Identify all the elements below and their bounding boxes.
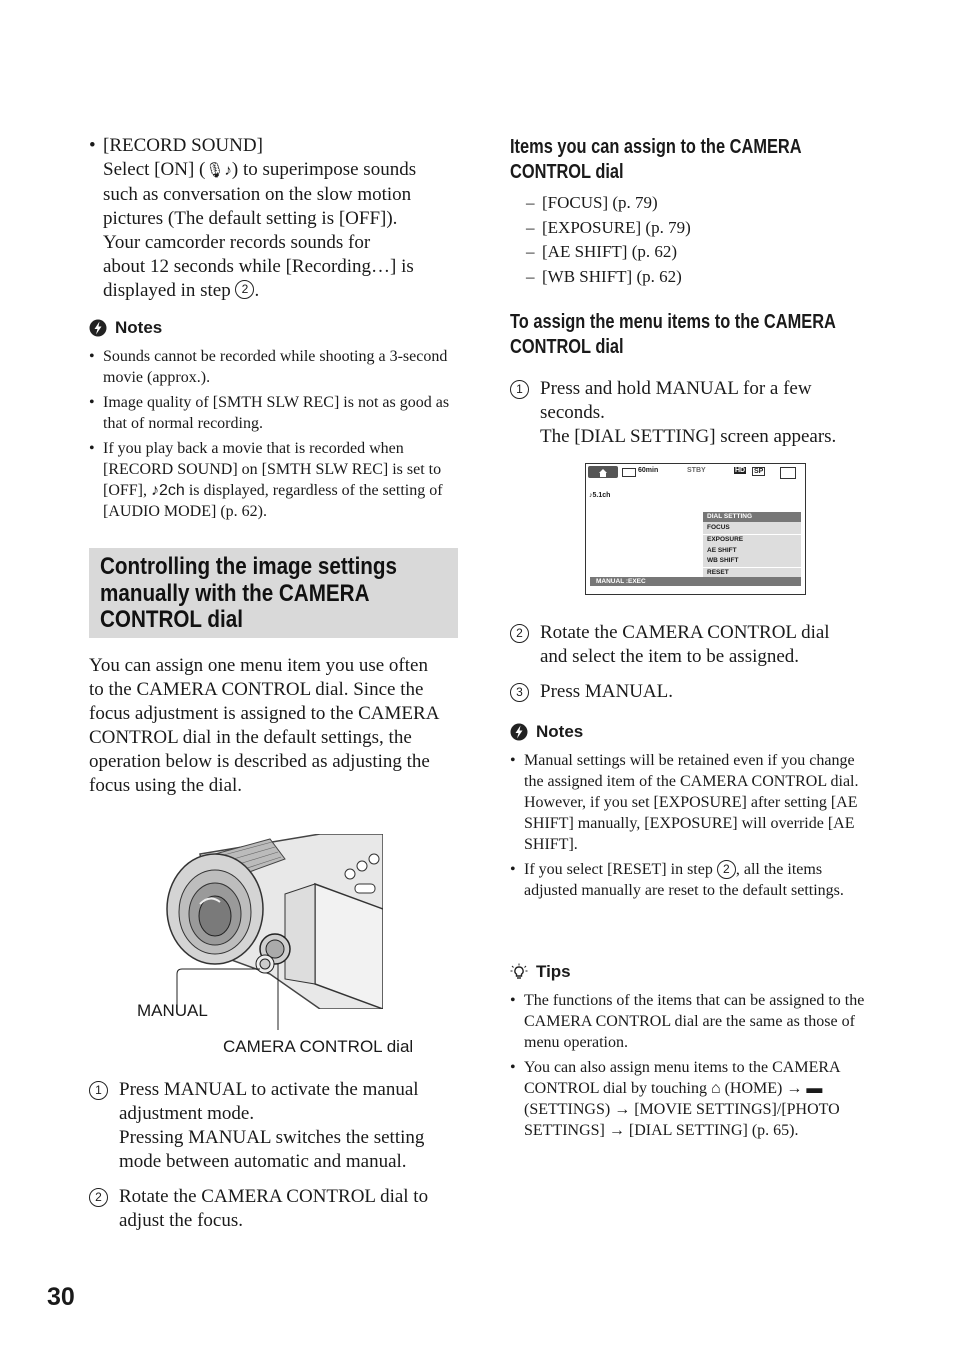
section-header (89, 548, 458, 638)
left-steps (89, 1078, 469, 1233)
record-sound-item (89, 134, 459, 303)
camera-control-dial-label: CAMERA CONTROL dial (223, 1037, 414, 1056)
record-sound-line: such as conversation on the slow motion (103, 184, 412, 205)
right-step-2: 2 Rotate the CAMERA CONTROL dial and select the item to be assigned. 3 Press MANUAL. (510, 621, 910, 704)
notes-icon (510, 723, 528, 741)
record-sound-line: Your camcorder records sounds for (103, 232, 371, 253)
list-item: – [WB SHIFT] (p. 62) (526, 265, 691, 290)
audio-mode: ♪5.1ch (589, 492, 611, 499)
note-item: • If you play back a movie that is recorded when [RECORD SOUND] on [SMTH SLW REC] is set to [OFF], ♪2ch is displayed, regardless of the setting of [AUDIO MODE] (p. 62). (89, 438, 459, 522)
audio-2ch-icon: ♪2ch (151, 482, 185, 499)
menu-item-focus[interactable]: FOCUS (703, 522, 801, 535)
home-icon: ⌂ (710, 1080, 721, 1097)
menu-item[interactable]: RESET (703, 567, 801, 579)
step-number: 2 (89, 1188, 108, 1207)
section-title: Controlling the image settings manually with the CAMERA CONTROL dial (100, 553, 398, 633)
record-sound-line: displayed in step 2 . (103, 280, 260, 301)
media-icon (780, 467, 796, 479)
assignable-items-list (526, 191, 691, 289)
record-sound-line: about 12 seconds while [Recording…] is (103, 256, 414, 277)
toolbox-icon: ▬ (806, 1080, 823, 1097)
step-number: 1 (510, 380, 529, 399)
step-number: 2 (510, 624, 529, 643)
record-sound-heading: [RECORD SOUND] (103, 135, 263, 156)
record-sound-line: Select [ON] (🎙♪) to superimpose sounds (103, 159, 417, 180)
mic-note-icon: 🎙♪ (205, 163, 232, 179)
tips (510, 962, 872, 1145)
right-step-3: 3 Press MANUAL. (510, 680, 910, 704)
list-item: – [AE SHIFT] (p. 62) (526, 240, 691, 265)
tips-heading: Tips (510, 962, 872, 982)
notes-icon (89, 319, 107, 337)
step-number: 3 (510, 683, 529, 702)
arrow-right-icon: → (614, 1101, 631, 1118)
right-step-1: 1 Press and hold MANUAL for a few seconds. The [DIAL SETTING] screen appears. (510, 377, 910, 449)
menu-item[interactable]: WB SHIFT (707, 557, 739, 564)
notes-heading: Notes (89, 318, 459, 338)
dial-setting-screen (585, 463, 806, 595)
menu-item[interactable]: EXPOSURE (707, 536, 744, 543)
menu-item[interactable]: AE SHIFT (707, 546, 737, 554)
menu-title: DIAL SETTING (703, 512, 801, 522)
dial-setting-menu (703, 512, 801, 578)
step-ref-circle: 2 (235, 280, 254, 299)
page-number: 30 (47, 1283, 75, 1311)
notes-heading: Notes (510, 722, 872, 742)
intro-paragraph: You can assign one menu item you use often to the CAMERA CONTROL dial. Since the focus adjustment is assigned to the CAMERA CONTROL dial in the default settings, the operation below is described as adjusting the focus using the dial. (89, 655, 439, 796)
list-item: – [FOCUS] (p. 79) (526, 191, 691, 216)
standby-indicator: STBY (687, 467, 706, 474)
battery-time: 60min (638, 467, 659, 474)
tip-item: • The functions of the items that can be assigned to the CAMERA CONTROL dial are the same as those of menu operation. (510, 990, 872, 1053)
step-number: 1 (89, 1081, 108, 1100)
manual-label: MANUAL (137, 1001, 208, 1020)
step-2: 2 Rotate the CAMERA CONTROL dial to adjust the focus. (89, 1185, 469, 1233)
bullet: • (89, 135, 96, 156)
home-icon (588, 466, 618, 478)
tip-item: • You can also assign menu items to the CAMERA CONTROL dial by touching ⌂ (HOME) → ▬ (SETTINGS) → [MOVIE SETTINGS]/[PHOTO SETTINGS] → [DIAL SETTING] (p. 65). (510, 1057, 872, 1141)
lightbulb-icon (510, 963, 528, 981)
assign-heading: To assign the menu items to the CAMERA CONTROL dial (510, 311, 836, 358)
note-item: • Image quality of [SMTH SLW REC] is not as good as that of normal recording. (89, 392, 459, 434)
rec-mode-badge: SP (754, 468, 764, 475)
right-notes (510, 722, 872, 905)
items-heading: Items you can assign to the CAMERA CONTROL dial (510, 136, 802, 183)
arrow-right-icon: → (608, 1122, 625, 1139)
note-item: • Sounds cannot be recorded while shooting a 3-second movie (approx.). (89, 346, 459, 388)
note-item: • Manual settings will be retained even if you change the assigned item of the CAMERA CONTROL dial. However, if you set [EXPOSURE] after setting [AE SHIFT] manually, [EXPOSURE] will override [AE SHIFT]. (510, 750, 872, 855)
note-item: • If you select [RESET] in step 2 , all the items adjusted manually are reset to the default settings. (510, 859, 872, 901)
step-ref-circle: 2 (717, 860, 736, 879)
battery-icon (622, 468, 636, 477)
left-notes (89, 318, 459, 526)
hd-badge: HD (735, 467, 746, 474)
step-1: 1 Press MANUAL to activate the manual adjustment mode. Pressing MANUAL switches the setting mode between automatic and manual. (89, 1078, 469, 1174)
arrow-right-icon: → (786, 1080, 803, 1097)
screen-footer: MANUAL :EXEC (590, 577, 801, 586)
record-sound-line: pictures (The default setting is [OFF]). (103, 208, 398, 229)
list-item: – [EXPOSURE] (p. 79) (526, 216, 691, 241)
